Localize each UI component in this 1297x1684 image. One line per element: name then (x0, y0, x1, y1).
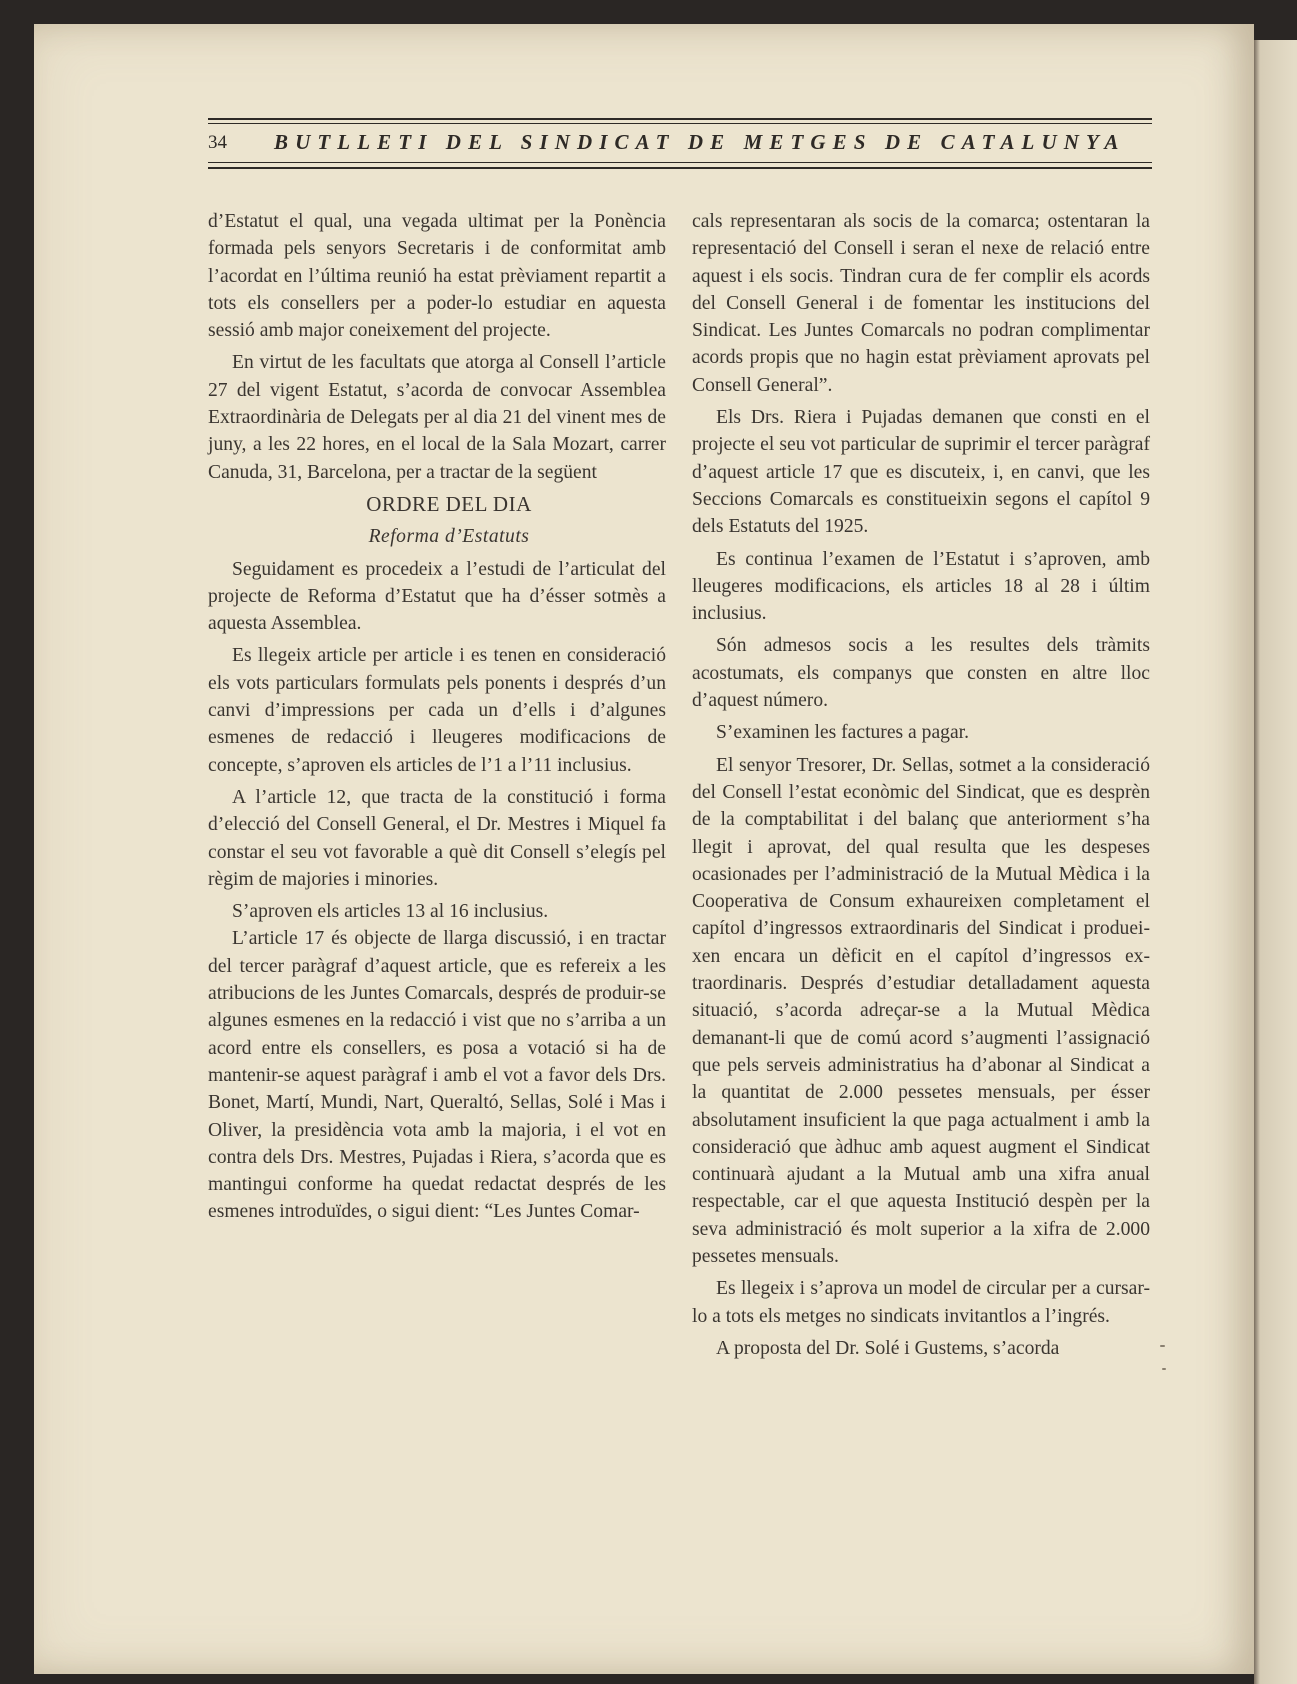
left-column (208, 208, 666, 1231)
header-rule-bottom (208, 167, 1152, 169)
paragraph: d’Estatut el qual, una vegada ultimat per la Ponència formada pels senyors Secretaris i de conformitat amb l’acordat en l’última reunió ha estat prèviament repartit a tots els consellers per a poder-lo estudiar en aquesta sessió amb major coneixement del projecte. (208, 211, 666, 342)
paragraph: Els Drs. Riera i Pujadas demanen que consti en el projecte el seu vot particular de suprimir el tercer paràgraf d’aquest article 17 que es discuteix, i, en canvi, que les Seccions Comarcals es constitueixin segons el capítol 9 dels Estatuts del 1925. (692, 407, 1150, 538)
section-heading: ORDRE DEL DIA (366, 491, 532, 516)
paragraph: A proposta del Dr. Solé i Gustems, s’acorda (716, 1337, 1060, 1359)
paragraph: S’examinen les factures a pagar. (716, 722, 969, 744)
running-header (208, 118, 1152, 170)
paragraph: L’article 17 és objecte de llarga discussió, i en tractar del tercer paràgraf d’aquest article, que es refereix a les atribucions de les Juntes Comarcals, després de produir-se algunes esmenes en la redacció i vist que no s’arriba a un acord entre els consellers, es posa a votació si ha de mantenir-se aquest paràgraf i amb el vot a favor dels Drs. Bonet, Martí, Mundi, Nart, Queraltó, Sellas, Solé i Mas i Oliver, la presidència vota amb la majoria, i el vot en contra dels Drs. Mestres, Pujadas i Riera, s’acorda que es mantingui conforme ha quedat redactat després de les esmenes introduïdes, o sigui dient: “Les Juntes Comar- (208, 928, 666, 1223)
paragraph: Són admesos socis a les resultes dels tràmits acostumats, els companys que consten en altre lloc d’aquest número. (692, 635, 1150, 712)
paper-speck (1162, 1368, 1166, 1370)
paragraph: En virtut de les facultats que atorga al Consell l’article 27 del vigent Estatut, s’acorda de convocar Assemblea Extraordinària de Delegats per al dia 21 del vinent mes de juny, a les 22 hores, en el local de la Sala Mozart, carrer Canuda, 31, Barcelona, per a tractar de la següent (208, 352, 666, 483)
adjacent-page-edge (1254, 40, 1297, 1684)
paragraph: Es llegeix article per article i es tenen en consideració els vots particulars formulats pels ponents i després d’un canvi d’impressions per cada un d’ells i d’algunes esmenes de redacció i lleugeres modificacions de concepte, s’aproven els articles de l’1 a l’11 inclusius. (208, 645, 666, 776)
section-subheading: Reforma d’Estatuts (368, 526, 530, 548)
paragraph: A l’article 12, que tracta de la constitució i forma d’elecció del Consell General, el Dr. Mestres i Miquel fa constar el seu vot favorable a què dit Consell s’elegís pel règim de majories i minories. (208, 786, 666, 890)
paper-speck (1160, 1345, 1165, 1347)
paragraph: El senyor Tresorer, Dr. Sellas, sotmet a la consideració del Consell l’estat econòmic del Sindicat, que es desprèn de la comptabilitat i del balanç que anteriorment s’ha llegit i aprovat, del qual resulta que les despeses ocasionades per l’administració de la Mutual Mèdica i la Cooperativa de Consum exhaureixen completament el capítol d’ingressos extraordinaris del Sindicat i produeixen encara un dèficit en el capítol d’ingressos extraordinaris. Després d’estudiar detalladament aquesta situació, s’acorda adreçar-se a la Mutual Mèdica demanant-li que de comú acord s’augmenti l’assignació que pels serveis administratius ha d’abonar al Sindicat a la quantitat de 2.000 pessetes mensuals, per ésser absolutament insuficient la que paga actualment i amb la consideració que àdhuc amb aquest augment el Sindicat continuarà ajudant a la Mutual amb una xifra anual respectable, car el que aquesta Institució despèn per la seva administració és molt superior a la xifra de 2.000 pessetes mensuals. (692, 754, 1150, 1267)
header-rule-top-thin (208, 123, 1152, 124)
journal-title: BUTLLETI DEL SINDICAT DE METGES DE CATALUNYA (274, 130, 1126, 154)
paragraph: Es llegeix i s’aprova un model de circular per a cursar-lo a tots els metges no sindicats invitantlos a l’ingrés. (692, 1278, 1150, 1327)
right-column (692, 208, 1150, 1367)
header-rule-top (208, 118, 1152, 120)
paragraph: cals representaran als socis de la comarca; ostentaran la representació del Consell i seran el nexe de relació entre aquest i els socis. Tindran cura de fer complir els acords del Consell General i de fomentar les institucions del Sindicat. Les Juntes Comarcals no podran complimentar acords propis que no hagin estat prèviament aprovats pel Consell General”. (692, 211, 1150, 396)
paragraph: Seguidament es procedeix a l’estudi de l’articulat del projecte de Reforma d’Estatut que ha d’ésser sotmès a aquesta Assemblea. (208, 558, 666, 635)
paragraph: Es continua l’examen de l’Estatut i s’aproven, amb lleugeres modificacions, els articles 18 al 28 i últim inclusius. (692, 548, 1150, 625)
header-rule-bottom-thin (208, 162, 1152, 163)
page-number: 34 (208, 132, 227, 153)
paragraph: S’aproven els articles 13 al 16 inclusius. (232, 901, 549, 923)
